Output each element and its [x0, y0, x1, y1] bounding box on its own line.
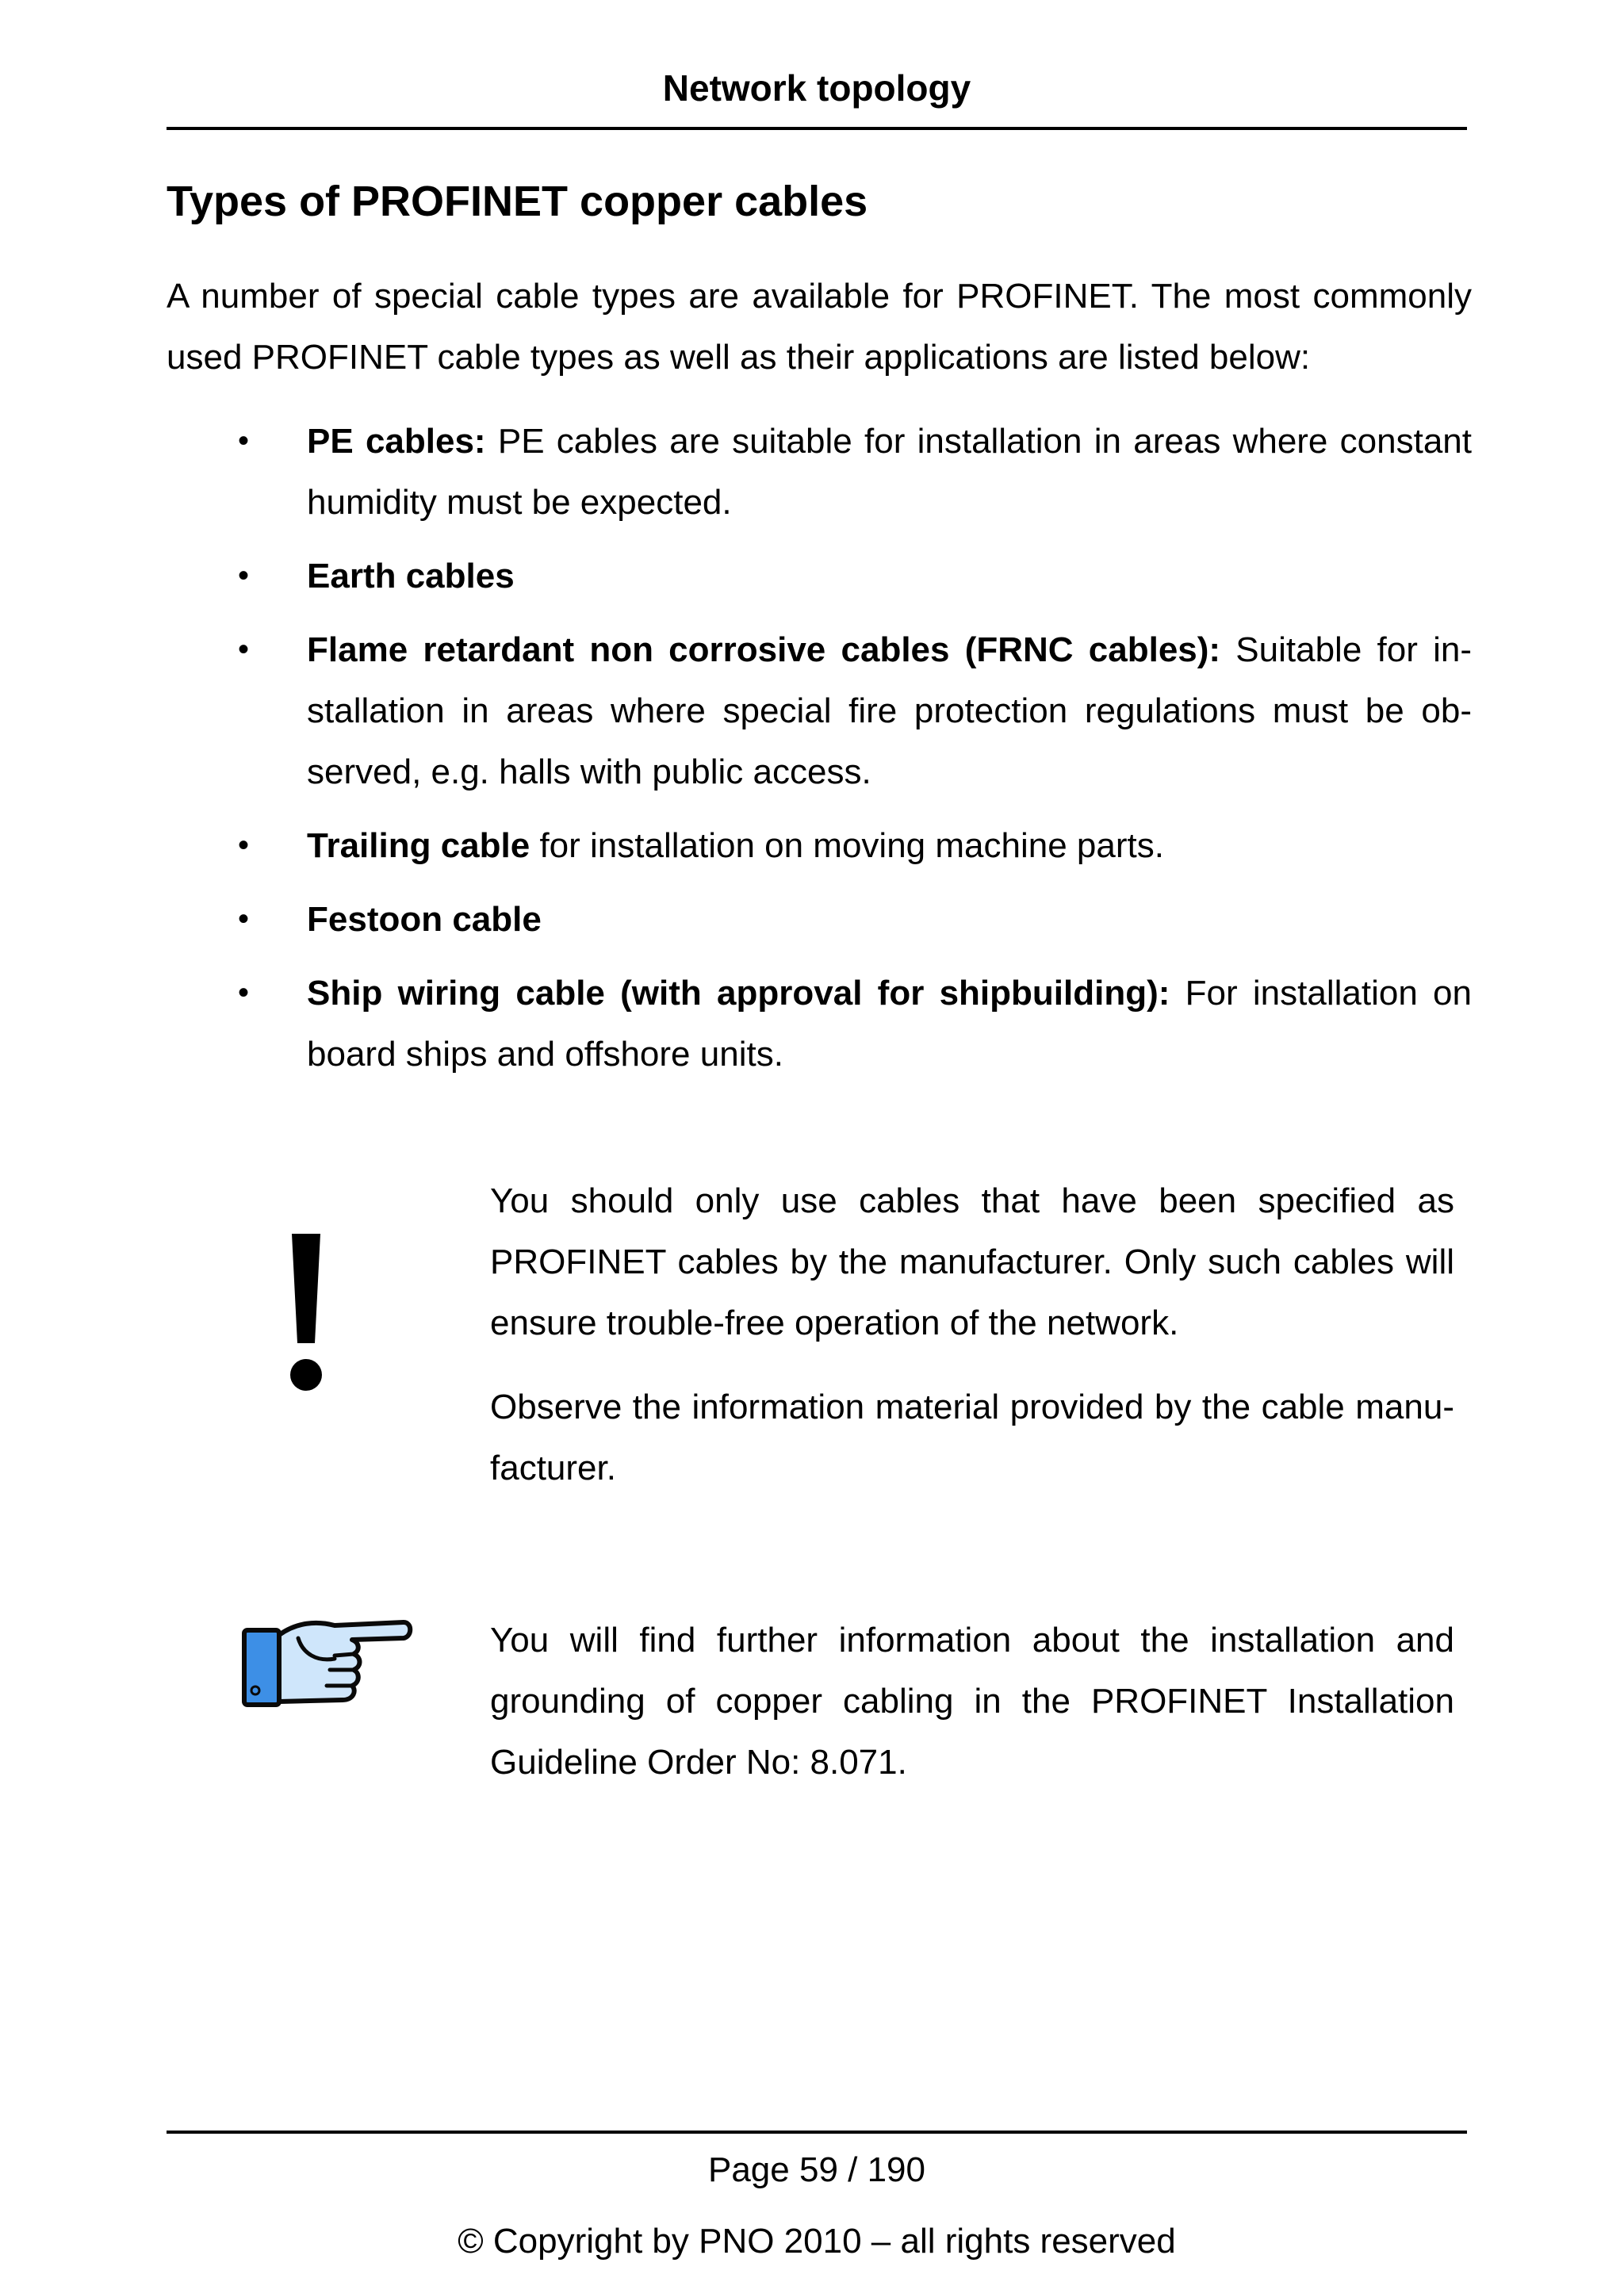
- cable-types-list: [167, 411, 1472, 1097]
- list-item: [167, 411, 1472, 546]
- hint-paragraph: You will find further information about the installation and grounding of copper cabling in the PROFINET Installation Guideline Order No: 8.071.: [490, 1621, 1454, 1782]
- cable-term: Flame retardant non corrosive cables (FRNC cables):: [307, 630, 1221, 669]
- page-number: Page 59 / 190: [707, 2150, 925, 2189]
- intro-paragraph: A number of special cable types are available for PROFINET. The most commonly used PROFINET cable types as well as their applications are listed below:: [167, 277, 1472, 377]
- cable-term: PE cables:: [307, 422, 486, 461]
- cable-description: for installation on moving machine parts.: [530, 826, 1164, 865]
- bullet: •: [238, 902, 250, 936]
- list-item: [167, 815, 1472, 889]
- list-item: [167, 619, 1472, 815]
- cable-term: Trailing cable: [307, 826, 530, 865]
- cable-term: Ship wiring cable (with approval for shipbuilding):: [307, 974, 1170, 1013]
- warning-paragraph: You should only use cables that have been specified as PROFINET cables by the manufacturer. Only such cables will ensure trouble-free operation of the network.: [490, 1181, 1454, 1342]
- header-rule: [167, 127, 1467, 130]
- bullet: •: [238, 423, 250, 458]
- warning-paragraph: Observe the information material provided by the cable manufacturer.: [490, 1388, 1454, 1487]
- running-header: Network topology: [662, 67, 971, 109]
- bullet: •: [238, 558, 250, 593]
- bullet: •: [238, 632, 250, 667]
- cable-term: Earth cables: [307, 557, 515, 595]
- list-item: [167, 963, 1472, 1097]
- warning-note: [490, 1170, 1454, 1499]
- exclamation-icon: [282, 1234, 330, 1392]
- cable-description: PE cables are suitable for installation in areas where constant humidity must be expected.: [307, 422, 1472, 522]
- cable-description: For installation on board ships and offshore units.: [307, 974, 1472, 1074]
- list-item: [167, 889, 1472, 963]
- bullet: •: [238, 828, 250, 863]
- copyright-notice: © Copyright by PNO 2010 – all rights reserved: [458, 2222, 1176, 2261]
- pointing-hand-icon: [241, 1614, 416, 1708]
- hint-note: [490, 1610, 1454, 1793]
- footer-rule: [167, 2131, 1467, 2134]
- bullet: •: [238, 975, 250, 1010]
- section-title: Types of PROFINET copper cables: [167, 178, 868, 225]
- cable-term: Festoon cable: [307, 900, 542, 939]
- cable-description: Suitable for installation in areas where special fire protection regulations must be observed, e.g. halls with public access.: [307, 630, 1472, 791]
- list-item: [167, 546, 1472, 619]
